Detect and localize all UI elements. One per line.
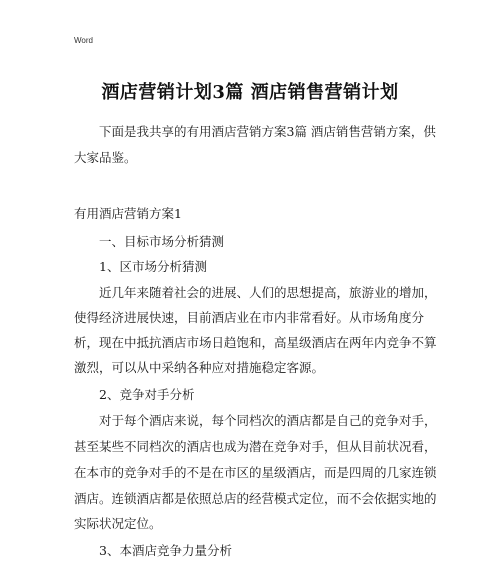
paragraph-line: 使得经济进展快速，目前酒店业在市内非常看好。从市场角度分: [74, 310, 425, 325]
paragraph-line: 在本市的竞争对手的不是在市区的星级酒店，而是四周的几家连锁: [74, 465, 437, 480]
paragraph-line: 甚至某些不同档次的酒店也成为潜在竞争对手，但从目前状况看，: [74, 439, 437, 454]
document-title: 酒店营销计划3篇 酒店销售营销计划: [101, 82, 399, 103]
section-title: 有用酒店营销方案1: [74, 206, 182, 221]
subheading: 1、区市场分析猜测: [99, 259, 207, 274]
paragraph-line: 对于每个酒店来说，每个同档次的酒店都是自己的竞争对手，: [99, 413, 437, 428]
intro-line: 大家品鉴。: [74, 150, 137, 165]
paragraph-line: 近几年来随着社会的进展、人们的思想提高，旅游业的增加，: [99, 285, 437, 300]
paragraph-line: 酒店。连锁酒店都是依照总店的经营模式定位，而不会依据实地的: [74, 491, 437, 506]
intro-line: 下面是我共享的有用酒店营销方案3篇 酒店销售营销方案，供: [99, 124, 436, 139]
header-label: Word: [74, 36, 93, 45]
subheading: 2、竞争对手分析: [99, 387, 195, 402]
paragraph-line: 激烈，可以从中采纳各种应对措施稳定客源。: [74, 360, 325, 375]
paragraph-line: 析，现在中抵抗酒店市场日趋饱和，高星级酒店在两年内竞争不算: [74, 335, 437, 350]
paragraph-line: 实际状况定位。: [74, 516, 162, 531]
heading: 一、目标市场分析猜测: [99, 234, 225, 249]
subheading: 3、本酒店竞争力量分析: [99, 543, 232, 558]
